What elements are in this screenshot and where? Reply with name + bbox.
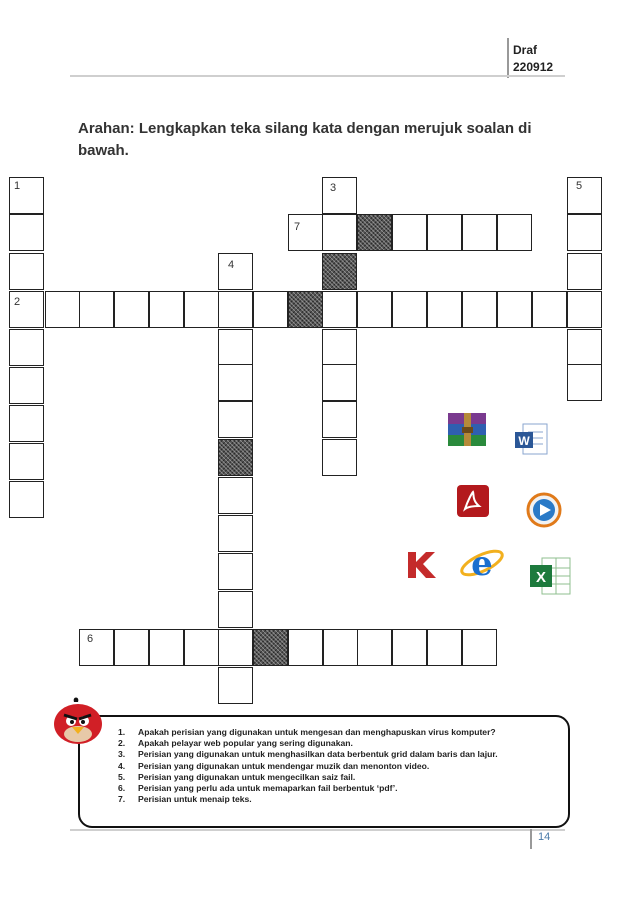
excel-icon	[528, 556, 572, 598]
crossword-cell[interactable]	[253, 291, 288, 328]
svg-text:e: e	[471, 544, 493, 584]
crossword-cell[interactable]	[218, 329, 253, 366]
crossword-cell[interactable]	[567, 364, 602, 401]
crossword-cell[interactable]	[288, 629, 323, 666]
clue-number: 1.	[118, 727, 126, 737]
crossword-cell[interactable]	[322, 329, 357, 366]
internet-explorer-icon	[458, 540, 506, 586]
crossword-cell[interactable]	[9, 329, 44, 366]
crossword-cell[interactable]	[462, 214, 497, 251]
crossword-cell[interactable]	[497, 291, 532, 328]
crossword-cell[interactable]	[322, 214, 357, 251]
clue-item	[118, 794, 568, 805]
page-number: 14	[538, 831, 551, 843]
angry-bird-icon	[50, 694, 106, 746]
crossword-cell[interactable]	[218, 291, 253, 328]
clue-number: 5.	[118, 771, 126, 782]
crossword-cell[interactable]	[149, 291, 184, 328]
clue-item	[118, 772, 568, 783]
crossword-cell[interactable]	[567, 329, 602, 366]
crossword-cell[interactable]	[218, 253, 253, 290]
crossword-cell[interactable]	[45, 291, 80, 328]
crossword-cell[interactable]	[392, 629, 427, 666]
crossword-cell[interactable]	[9, 405, 44, 442]
footer-divider	[530, 829, 532, 849]
crossword-cell[interactable]	[567, 214, 602, 251]
svg-text:X: X	[535, 569, 547, 586]
header-label	[513, 42, 553, 76]
crossword-cell[interactable]	[218, 667, 253, 704]
footer-rule	[70, 829, 565, 831]
clue-text: Perisian yang digunakan untuk menghasilkan data berbentuk grid dalam baris dan lajur.	[138, 749, 498, 760]
crossword-cell[interactable]	[9, 214, 44, 251]
header-rule	[70, 75, 565, 77]
crossword-cell[interactable]	[427, 629, 462, 666]
clue-number: 4.	[118, 760, 126, 771]
clue-number-5: 5	[576, 180, 583, 192]
crossword-cell[interactable]	[427, 214, 462, 251]
crossword-cell[interactable]	[322, 401, 357, 438]
clue-number-1: 1	[14, 180, 21, 192]
clue-number-7: 7	[294, 221, 301, 233]
clue-text: Apakah perisian yang digunakan untuk mengesan dan menghapuskan virus komputer?	[138, 727, 496, 737]
crossword-cell[interactable]	[9, 481, 44, 518]
svg-text:W: W	[518, 434, 530, 448]
crossword-cell[interactable]	[322, 177, 357, 214]
clue-number-2: 2	[14, 296, 21, 308]
crossword-cell[interactable]	[218, 629, 253, 666]
draft-code: 220912	[513, 60, 554, 74]
header-divider	[507, 38, 509, 78]
crossword-cell[interactable]	[567, 177, 602, 214]
instruction	[78, 118, 558, 162]
crossword-cell[interactable]	[427, 291, 462, 328]
clue-text: Perisian yang digunakan untuk mengecilkan saiz fail.	[138, 771, 356, 782]
clue-item	[118, 738, 568, 749]
crossword-cell[interactable]	[322, 291, 357, 328]
crossword-cell[interactable]	[79, 629, 114, 666]
crossword-cell[interactable]	[218, 477, 253, 514]
clue-text: Perisian yang digunakan untuk mendengar muzik dan menonton video.	[138, 760, 430, 771]
clue-number-3: 3	[330, 182, 337, 194]
acrobat-icon	[456, 484, 490, 518]
crossword-cell[interactable]	[462, 629, 497, 666]
crossword-cell[interactable]	[184, 629, 219, 666]
clue-number: 2.	[118, 738, 126, 749]
crossword-cell[interactable]	[357, 629, 392, 666]
crossword-cell[interactable]	[567, 291, 602, 328]
clue-number: 3.	[118, 749, 126, 760]
crossword-cell[interactable]	[392, 214, 427, 251]
crossword-cell[interactable]	[392, 291, 427, 328]
clue-item	[118, 783, 568, 794]
instruction-text: Lengkapkan teka silang kata dengan merujuk soalan di bawah.	[78, 120, 532, 159]
crossword-cell[interactable]	[497, 214, 532, 251]
crossword-cell[interactable]	[9, 253, 44, 290]
crossword-cell[interactable]	[323, 629, 358, 666]
crossword-cell[interactable]	[218, 591, 253, 628]
crossword-block	[357, 214, 392, 251]
crossword-cell[interactable]	[114, 629, 149, 666]
clue-item	[118, 727, 568, 738]
kaspersky-icon	[404, 548, 440, 582]
word-icon	[513, 422, 551, 458]
crossword-cell[interactable]	[218, 553, 253, 590]
crossword-block	[253, 629, 288, 666]
crossword-cell[interactable]	[114, 291, 149, 328]
crossword-block	[218, 439, 253, 476]
clue-text: Perisian untuk menaip teks.	[138, 794, 252, 805]
crossword-cell[interactable]	[218, 364, 253, 401]
crossword-cell[interactable]	[9, 443, 44, 480]
clue-item	[118, 749, 568, 760]
clue-number-4: 4	[228, 259, 235, 271]
crossword-cell[interactable]	[9, 367, 44, 404]
crossword-cell[interactable]	[462, 291, 497, 328]
clue-text: Apakah pelayar web popular yang sering digunakan.	[138, 738, 353, 749]
winrar-icon	[444, 410, 490, 450]
crossword-cell[interactable]	[79, 291, 114, 328]
crossword-cell[interactable]	[322, 364, 357, 401]
draft-label: Draf	[513, 43, 538, 57]
crossword-cell[interactable]	[322, 439, 357, 476]
clue-number-6: 6	[87, 633, 94, 645]
clue-text: Perisian yang perlu ada untuk memaparkan fail berbentuk ‘pdf’.	[138, 783, 398, 794]
clue-number: 6.	[118, 783, 126, 794]
crossword-cell[interactable]	[532, 291, 567, 328]
crossword-cell[interactable]	[567, 253, 602, 290]
crossword-cell[interactable]	[149, 629, 184, 666]
crossword-cell[interactable]	[184, 291, 219, 328]
crossword-cell[interactable]	[357, 291, 392, 328]
clue-list	[118, 727, 568, 805]
instruction-label: Arahan:	[78, 120, 135, 137]
clue-number: 7.	[118, 794, 126, 805]
crossword-cell[interactable]	[218, 515, 253, 552]
media-player-icon	[526, 492, 562, 528]
crossword-block	[288, 291, 323, 328]
clue-item	[118, 761, 568, 772]
crossword-cell[interactable]	[218, 401, 253, 438]
crossword-block	[322, 253, 357, 290]
